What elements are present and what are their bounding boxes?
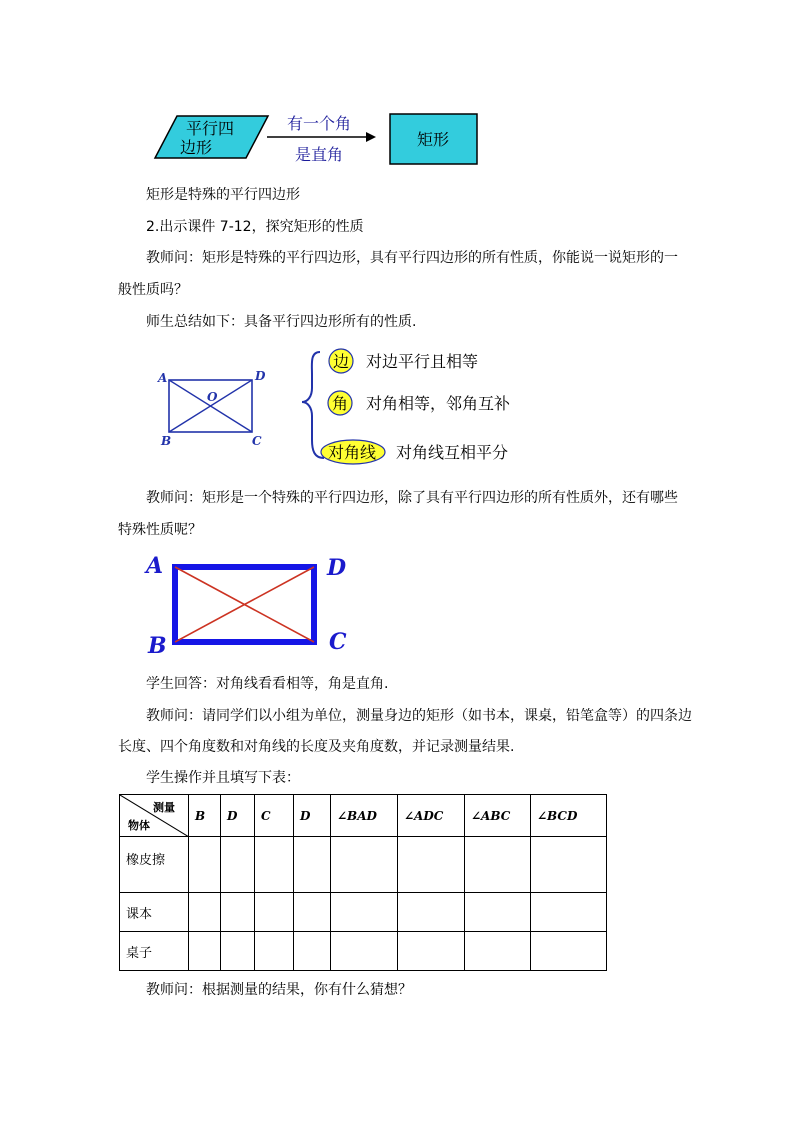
row-label-textbook: 课本 [120,893,189,932]
table-cell [531,837,607,893]
corner-label-measure: 测量 [153,801,175,814]
table-cell [294,837,331,893]
property-side-text: 对边平行且相等 [366,352,479,371]
tag-diagonal-label: 对角线 [328,443,377,462]
table-cell [331,893,398,932]
row-label-eraser: 橡皮擦 [120,837,189,893]
arrow-condition-bottom: 是直角 [295,145,344,164]
table-header-cell: ∠BCD [531,795,607,837]
table-cell [221,893,255,932]
table-header-row [120,795,607,837]
vertex-label-a: A [158,371,168,385]
table-cell [465,932,531,971]
table-cell [531,932,607,971]
vertex-label-c: C [252,434,262,448]
table-header-cell: ∠BAD [331,795,398,837]
table-header-cell: ∠ADC [398,795,465,837]
property-angle-text: 对角相等，邻角互补 [366,394,511,413]
corner-label-object: 物体 [128,819,150,832]
table-cell [255,893,294,932]
paragraph-courseware: 2.出示课件 7-12，探究矩形的性质 [146,219,364,235]
table-cell [255,932,294,971]
table-cell [189,893,221,932]
table-cell [331,932,398,971]
table-header-cell: ∠ABC [465,795,531,837]
table-cell [331,837,398,893]
definition-flow-diagram [150,105,490,167]
rectangle-box-label: 矩形 [417,130,450,149]
row-label-desk: 桌子 [120,932,189,971]
paragraph-teacher-q1-line2: 般性质吗？ [118,282,188,298]
table-cell [294,893,331,932]
property-diagonal-text: 对角线互相平分 [396,443,509,462]
table-corner-cell [120,795,189,837]
table-cell [221,932,255,971]
table-header-cell: D [221,795,255,837]
vertex-label-b: B [161,434,172,448]
bold-vertex-label-d: D [327,555,347,581]
table-row [120,932,607,971]
paragraph-teacher-q3-line2: 长度、四个角度数和对角线的长度及夹角度数，并记录测量结果. [118,739,515,755]
paragraph-student-operate: 学生操作并且填写下表： [146,770,300,786]
paragraph-teacher-q4: 教师问：根据测量的结果，你有什么猜想？ [146,982,412,998]
rectangle-properties-figure [150,342,550,470]
bold-rectangle-figure [140,548,360,660]
paragraph-teacher-q3-line1: 教师问：请同学们以小组为单位，测量身边的矩形（如书本，课桌，铅笔盒等）的四条边 [146,708,692,724]
table-cell [465,893,531,932]
parallelogram-label-line2: 边形 [180,138,213,157]
paragraph-teacher-q2-line2: 特殊性质呢？ [118,522,202,538]
bold-vertex-label-c: C [329,629,347,655]
paragraph-student-answer: 学生回答：对角线看看相等，角是直角. [146,676,389,692]
table-cell [255,837,294,893]
table-cell [398,837,465,893]
tag-side-label: 边 [333,352,350,371]
table-cell [531,893,607,932]
paragraph-rect-special: 矩形是特殊的平行四边形 [146,187,300,203]
table-cell [465,837,531,893]
table-header-cell: C [255,795,294,837]
table-cell [221,837,255,893]
table-cell [294,932,331,971]
table-cell [398,893,465,932]
brace-icon [302,352,324,458]
bold-vertex-label-a: A [146,553,164,579]
tag-angle-label: 角 [332,394,349,413]
table-cell [398,932,465,971]
table-header-cell: D [294,795,331,837]
table-cell [189,837,221,893]
parallelogram-label-line1: 平行四 [186,119,235,138]
arrow-head-icon [366,132,376,142]
arrow-condition-top: 有一个角 [287,114,352,133]
table-row [120,893,607,932]
vertex-label-o: O [207,390,218,404]
paragraph-teacher-q1-line1: 教师问：矩形是特殊的平行四边形，具有平行四边形的所有性质，你能说一说矩形的一 [146,250,678,266]
vertex-label-d: D [255,369,266,383]
table-row [120,837,607,893]
table-cell [189,932,221,971]
paragraph-teacher-q2-line1: 教师问：矩形是一个特殊的平行四边形，除了具有平行四边形的所有性质外，还有哪些 [146,490,678,506]
paragraph-summary: 师生总结如下：具备平行四边形所有的性质. [146,314,417,330]
measurement-table [119,794,607,971]
table-header-cell: B [189,795,221,837]
bold-vertex-label-b: B [148,633,167,659]
